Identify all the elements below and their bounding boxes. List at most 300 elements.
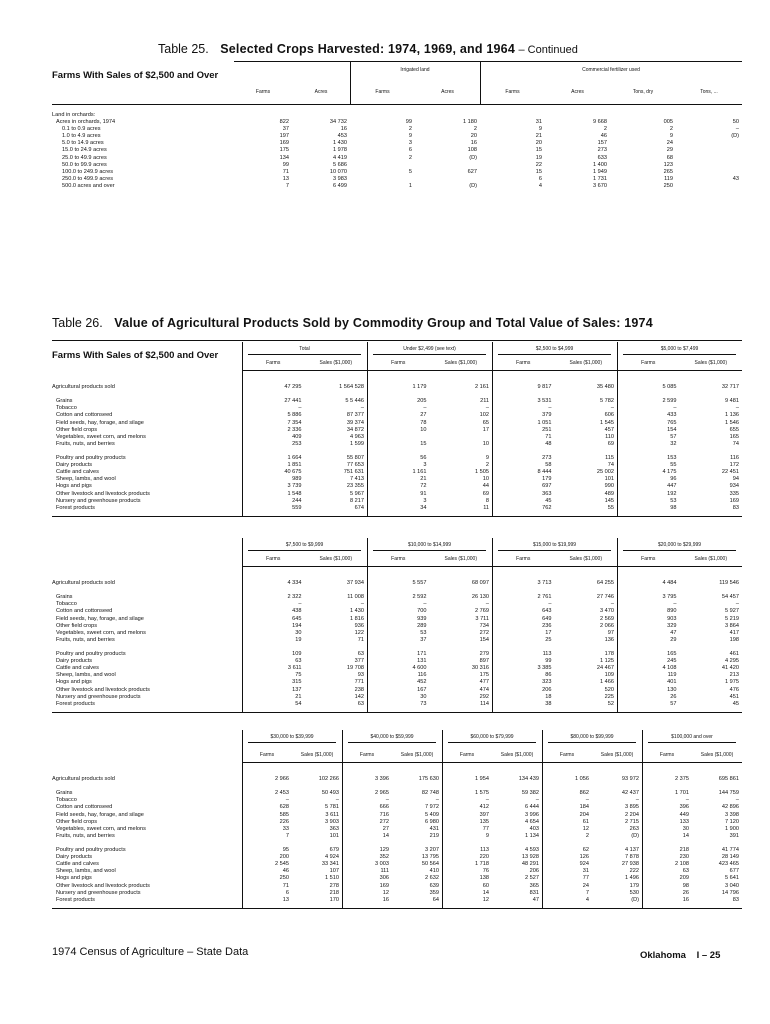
table26-row-label: Tobacco [56, 405, 77, 412]
table26-cell: 134 439 [518, 776, 539, 782]
table26-cell: 21 [295, 693, 302, 700]
table26-cell: 329 [667, 622, 677, 629]
table26-cell: 171 [417, 651, 427, 657]
table26-cell: 1 545 [600, 419, 614, 426]
table25-cell [292, 112, 350, 119]
table26-cell: 989 [292, 476, 302, 483]
table26-row-label: Cotton and cottonseed [56, 804, 113, 811]
table26-row-label: Other livestock and livestock products [56, 882, 150, 889]
table26-cell: 37 [420, 636, 427, 643]
table26-cell: 3 385 [537, 665, 552, 672]
table26-cell: 27 [420, 412, 427, 419]
table26-cell: 198 [729, 636, 739, 643]
table25-row [52, 112, 742, 119]
table25-cell: 21 [535, 133, 542, 140]
table26-cell: 178 [604, 651, 614, 657]
table26-cell: 26 130 [471, 594, 489, 601]
table26-cell: 6 444 [525, 804, 539, 811]
footer-state: Oklahoma [640, 950, 686, 961]
table25-cell: 1 400 [593, 161, 607, 168]
table26-cell: 48 [545, 440, 552, 447]
table25-cell: 16 [340, 126, 347, 133]
table26-cell: 172 [729, 462, 739, 469]
table26-row-label: Other livestock and livestock products [56, 686, 150, 693]
table26-cell: 2 [485, 462, 489, 469]
table26-group-underline [373, 550, 486, 551]
table26-cell: 7 [285, 832, 289, 839]
table26-cell: 179 [629, 882, 639, 889]
table26-cell: 25 002 [596, 469, 614, 476]
table26-cell: 3 207 [425, 847, 439, 853]
table26-row-label: Cattle and calves [56, 665, 99, 672]
table26-title [52, 316, 742, 330]
table26-cell: 1 430 [350, 608, 364, 615]
table26-cell: 5 886 [287, 412, 302, 419]
table25-cell [545, 112, 610, 119]
table26-cell: 63 [357, 700, 364, 707]
table26-group-underline [348, 742, 436, 743]
table26-cell: 2 375 [675, 776, 689, 782]
table26-body-divider [367, 566, 368, 712]
table26-cell: 69 [482, 490, 489, 497]
table26-cell: 55 [607, 504, 614, 511]
table26-subhead: Farms [359, 752, 375, 758]
table25-label: Table 25. [158, 42, 209, 56]
table26-cell: 45 [545, 497, 552, 504]
table25-cell: 15 [535, 168, 542, 175]
table26-cell: – [673, 601, 677, 608]
table26-cell: 3 711 [475, 615, 489, 622]
table26-cell: 1 900 [725, 825, 739, 832]
table26-cell: 74 [607, 462, 614, 469]
table26-row-label: Nursery and greenhouse products [56, 497, 141, 504]
table25-cell [610, 112, 676, 119]
table26-cell: 643 [542, 608, 552, 615]
footer-page [640, 950, 720, 961]
table26-row-label: Grains [56, 594, 73, 601]
table26-row-label: Sheep, lambs, and wool [56, 476, 116, 483]
table26-cell: 78 [420, 419, 427, 426]
table26-cell: 50 493 [321, 790, 339, 797]
table26-cell: 204 [579, 811, 589, 818]
table26-cell: 4 484 [662, 580, 677, 586]
table26-cell: 2 336 [287, 426, 302, 433]
table25-row-label: 100.0 to 249.9 acres [62, 168, 114, 175]
table26-cell: – [360, 405, 364, 412]
table26-body-divider [342, 762, 343, 908]
table25-body [52, 112, 742, 190]
table26-cell: 238 [354, 686, 364, 693]
table26-cell: 4 137 [625, 847, 639, 853]
table26-cell: 771 [354, 679, 364, 686]
table26-cell: 1 546 [725, 419, 739, 426]
table26-cell: 9 [485, 455, 489, 461]
table26-cell: 33 [282, 825, 289, 832]
table26-cell: 27 746 [596, 594, 614, 601]
table26-cell: 2 715 [625, 818, 639, 825]
table26-cell: 144 759 [718, 790, 739, 797]
table25-cell: 15 [535, 147, 542, 154]
table26-cell: 323 [542, 679, 552, 686]
table26-cell: 30 [420, 693, 427, 700]
table26-cell: – [635, 797, 639, 804]
table26-cell: 46 [282, 868, 289, 875]
table26-cell: – [485, 405, 489, 412]
table26-group-underline [248, 354, 361, 355]
table26-cell: 1 599 [350, 440, 364, 447]
table26-cell: 34 [420, 504, 427, 511]
table26-row-label: Hogs and pigs [56, 875, 92, 882]
table26-block-header [242, 342, 742, 371]
table26-group-header: $10,000 to $14,999 [407, 542, 452, 548]
table25-cell: 1 731 [593, 175, 607, 182]
table26-stub-head: Farms With Sales of $2,500 and Over [52, 350, 219, 361]
table26-cell: 1 161 [412, 469, 427, 476]
table26-cell: 3 739 [287, 483, 302, 490]
table26-group-underline [373, 354, 486, 355]
table26-cell: 1 548 [287, 490, 302, 497]
table26-cell: 54 457 [721, 594, 739, 601]
table26-row-label: Agricultural products sold [52, 384, 115, 390]
table25-row-label: 25.0 to 49.9 acres [62, 154, 107, 161]
table26-row-label: Cattle and calves [56, 469, 99, 476]
table25-cell: 13 [282, 175, 289, 182]
table26-cell: 2 066 [600, 622, 614, 629]
table26-cell: 438 [292, 608, 302, 615]
table25-cell: 50 [732, 119, 739, 126]
table26-cell: 751 631 [343, 469, 364, 476]
table26-cell: 530 [629, 889, 639, 896]
table26-subhead: Farms [659, 752, 675, 758]
table26-cell: 433 [667, 412, 677, 419]
table26-cell: 11 [483, 504, 489, 511]
table26-cell: 30 [295, 629, 302, 636]
table26-cell: 449 [679, 811, 689, 818]
table26-row-label: Vegetables, sweet corn, and melons [56, 433, 146, 440]
table26-cell: – [735, 601, 739, 608]
table26-cell: 4 [585, 896, 589, 903]
table26-cell: 72 [420, 483, 427, 490]
table26-group-underline [248, 550, 361, 551]
table26-block-header [242, 730, 742, 763]
table26-cell: 2 569 [600, 615, 614, 622]
table26-cell: 170 [329, 896, 339, 903]
table25-cell: 99 [405, 119, 412, 126]
table26-cell: 990 [604, 483, 614, 490]
table26-cell: 23 355 [346, 483, 364, 490]
table26-row-label: Dairy products [56, 854, 93, 861]
table26-cell: 716 [379, 811, 389, 818]
table25-cell: 265 [663, 168, 673, 175]
table26-body-divider [542, 762, 543, 908]
table25-cell [350, 176, 415, 183]
table26-cell: 2 592 [412, 594, 427, 601]
table26-cell: 272 [379, 818, 389, 825]
table26-cell: 352 [379, 854, 389, 861]
table26-row-label: Vegetables, sweet corn, and melons [56, 825, 146, 832]
table26-cell: 1 136 [725, 412, 739, 419]
table26-cell: 75 [295, 672, 302, 679]
table26-cell: 32 717 [721, 384, 739, 390]
table26-group-underline [623, 550, 736, 551]
table26-cell: 60 [482, 882, 489, 889]
table26-cell: 412 [479, 804, 489, 811]
table26-row-label: Fruits, nuts, and berries [56, 440, 115, 447]
table26-cell: – [673, 405, 677, 412]
table26-cell: – [285, 797, 289, 804]
table26-group-header: $2,500 to $4,999 [535, 346, 574, 352]
table26-cell: 897 [479, 658, 489, 665]
table26-body-divider [642, 762, 643, 908]
table26-cell: 1 510 [325, 875, 339, 882]
table26-cell: 62 [582, 847, 589, 853]
table25-group-fertilizer: Commercial fertilizer used [582, 67, 640, 73]
table26-cell: 16 [382, 896, 389, 903]
table26-cell: – [298, 405, 302, 412]
table26-cell: 890 [667, 608, 677, 615]
table25-cell: 34 732 [329, 119, 347, 126]
table26-cell: 24 [582, 882, 589, 889]
table26-cell: 6 [285, 889, 289, 896]
table25-cell: 37 [282, 126, 289, 133]
table26-cell: 29 [670, 636, 677, 643]
table26-cell: 236 [542, 622, 552, 629]
table25-row-label: Land in orchards: [52, 112, 96, 118]
table26-subhead: Farms [391, 556, 406, 562]
table26-group-underline [623, 354, 736, 355]
table26-cell: 28 149 [721, 854, 739, 861]
table26-cell: 220 [479, 854, 489, 861]
table26-cell: 734 [479, 622, 489, 629]
table26-cell: 409 [292, 433, 302, 440]
table25-cell: 633 [597, 154, 607, 161]
table26-cell: 379 [542, 412, 552, 419]
table26-cell: 167 [417, 686, 427, 693]
table25-cell: 71 [282, 168, 289, 175]
table25-colhead: Acres [571, 89, 584, 95]
table26-cell: 559 [292, 504, 302, 511]
table26-subhead: Sales ($1,000) [400, 752, 434, 758]
table26-cell: 98 [682, 882, 689, 889]
table25-cell: 20 [470, 133, 477, 140]
table26-cell: 27 [382, 825, 389, 832]
table26-cell: 4 924 [325, 854, 339, 861]
table26-cell: 2 322 [287, 594, 302, 601]
table26-cell: 138 [479, 875, 489, 882]
table26-cell: 55 [670, 462, 677, 469]
table25-row [52, 119, 742, 126]
table26-cell: 114 [480, 700, 489, 707]
table26-row-label: Cotton and cottonseed [56, 412, 113, 419]
table26-cell: 1 496 [625, 875, 639, 882]
table26-cell: 1 718 [475, 861, 489, 868]
table26-cell: 211 [480, 398, 489, 405]
table26-cell: 936 [354, 622, 364, 629]
table25-colhead: Acres [441, 89, 454, 95]
table26-cell: 1 051 [537, 419, 552, 426]
table26-cell: 53 [670, 497, 677, 504]
table26-cell: 924 [579, 861, 589, 868]
table26-group-underline [548, 742, 636, 743]
table26-cell: 26 [670, 693, 677, 700]
table26-cell: 2 108 [675, 861, 689, 868]
table26-cell: 65 [482, 419, 489, 426]
table26-cell: 200 [279, 854, 289, 861]
table25-colhead: Farms [505, 89, 520, 95]
table25-cell: 7 [285, 182, 289, 189]
table26-cell: – [535, 797, 539, 804]
table26-cell: 14 [382, 832, 389, 839]
table26-row-label: Other livestock and livestock products [56, 490, 150, 497]
table26-cell: 417 [729, 629, 739, 636]
table26-cell: 115 [605, 455, 614, 461]
table26-group-underline [498, 550, 611, 551]
table26-cell: 9 817 [537, 384, 552, 390]
table26-cell: 7 878 [625, 854, 639, 861]
table25-cell: 169 [279, 140, 289, 147]
table26-cell: 17 [545, 629, 552, 636]
table26-cell: 700 [417, 608, 427, 615]
table26-cell: 154 [667, 426, 677, 433]
table26-cell: 24 467 [596, 665, 614, 672]
table26-cell: 38 [545, 700, 552, 707]
table26-cell: 87 377 [346, 412, 364, 419]
table26-cell: (D) [631, 832, 639, 839]
table26-cell: 3 398 [725, 811, 739, 818]
table26-group-header: $100,000 and over [671, 734, 713, 740]
table26-cell: 934 [729, 483, 739, 490]
table26-cell: 447 [667, 483, 677, 490]
table26-label: Table 26. [52, 316, 103, 330]
table26-row-label: Tobacco [56, 797, 77, 804]
table26-top-rule [52, 340, 742, 341]
table26-cell: 3 531 [537, 398, 552, 405]
table26-row-label: Field seeds, hay, forage, and silage [56, 811, 144, 818]
table26-row-label: Other field crops [56, 426, 98, 433]
table26-cell: 53 [420, 629, 427, 636]
table26-main-title: Value of Agricultural Products Sold by Commodity Group and Total Value of Sales: 1974 [114, 316, 653, 330]
table26-cell: 40 675 [284, 469, 302, 476]
table25-row [52, 176, 742, 183]
table26-cell: 278 [329, 882, 339, 889]
table26-cell: 695 861 [718, 776, 739, 782]
table26-cell: 477 [479, 679, 489, 686]
table26-cell: 206 [542, 686, 552, 693]
table26-cell: 48 291 [521, 861, 539, 868]
table26-cell: 205 [417, 398, 427, 405]
table26-block-bottom-rule [52, 516, 742, 517]
table26-cell: 63 [295, 658, 302, 665]
table26-row-label: Agricultural products sold [52, 580, 115, 586]
table26-cell: 129 [379, 847, 389, 853]
table26-cell: 110 [605, 433, 614, 440]
table26-subhead: Sales ($1,000) [500, 752, 534, 758]
table26-cell: 102 [479, 412, 489, 419]
table26-cell: 31 [582, 868, 589, 875]
table26-cell: 335 [729, 490, 739, 497]
table25-cell: (D) [469, 154, 477, 161]
table26-cell: 219 [429, 832, 439, 839]
table25-row-label: 0.1 to 0.9 acres [62, 126, 101, 133]
table26-cell: 77 653 [346, 462, 364, 469]
table26-row-label: Forest products [56, 896, 95, 903]
table26-cell: – [385, 797, 389, 804]
table26-cell: 99 [545, 658, 552, 665]
table25-cell [676, 169, 742, 176]
table25-row-label: 250.0 to 499.9 acres [62, 175, 114, 182]
table26-cell: 1 575 [475, 790, 489, 797]
table26-cell: 222 [629, 868, 639, 875]
table26-group-underline [248, 742, 336, 743]
table26-cell: 397 [479, 811, 489, 818]
table26-cell: 1 466 [600, 679, 614, 686]
table25-row [52, 140, 742, 147]
table26-cell: 377 [354, 658, 364, 665]
table26-cell: 96 [670, 476, 677, 483]
table26-cell: 175 630 [418, 776, 439, 782]
table26-cell: 363 [542, 490, 552, 497]
table26-cell: 21 [420, 476, 427, 483]
table26-subhead: Sales ($1,000) [694, 556, 728, 562]
table26-cell: 153 [667, 455, 677, 461]
table26-group-header: Total [299, 346, 310, 352]
table26-cell: 4 334 [287, 580, 302, 586]
table26-cell: 3 003 [375, 861, 389, 868]
table26-cell: 403 [529, 825, 539, 832]
table26-cell: 218 [679, 847, 689, 853]
table26-cell: 26 [682, 889, 689, 896]
table26-body-divider [442, 762, 443, 908]
table26-subhead: Farms [459, 752, 475, 758]
table26-row-label: Grains [56, 398, 73, 405]
table25-cell [676, 183, 742, 190]
table26-cell: 5 927 [725, 608, 739, 615]
table26-cell: 1 125 [600, 658, 614, 665]
table26-cell: 1 505 [475, 469, 489, 476]
table26-group-header: $15,000 to $19,999 [532, 542, 577, 548]
table26-cell: 1 701 [675, 790, 689, 797]
table26-cell: 831 [529, 889, 539, 896]
table26-subhead: Farms [516, 556, 531, 562]
table26-cell: 1 056 [575, 776, 589, 782]
table26-cell: 12 [582, 825, 589, 832]
table26-subhead: Farms [266, 556, 281, 562]
table26-cell: 3 864 [725, 622, 739, 629]
table26-subhead: Farms [559, 752, 575, 758]
table26-cell: – [548, 601, 552, 608]
table26-row-label: Hogs and pigs [56, 483, 92, 490]
table25-cell: 1 180 [463, 119, 477, 126]
table26-body-divider [367, 370, 368, 516]
table26-cell: 5 409 [425, 811, 439, 818]
table26-cell: 4 108 [662, 665, 677, 672]
table26-cell: 4 175 [662, 469, 677, 476]
table25-cell: 2 [669, 126, 673, 133]
table26-subhead: Farms [516, 360, 531, 366]
table26-subhead: Sales ($1,000) [569, 360, 603, 366]
table25-cell: 2 [408, 154, 412, 161]
table26-subhead: Sales ($1,000) [319, 556, 353, 562]
table26-cell: 289 [417, 622, 427, 629]
table26-cell: 109 [604, 672, 614, 679]
table26-body-divider [492, 370, 493, 516]
table26-cell: 179 [542, 476, 552, 483]
table25-cell: 6 [538, 175, 542, 182]
table25-stub-head: Farms With Sales of $2,500 and Over [52, 70, 219, 81]
table26-cell: 1 134 [525, 832, 539, 839]
table26-subhead: Sales ($1,000) [444, 360, 478, 366]
table26-cell: 109 [292, 651, 302, 657]
